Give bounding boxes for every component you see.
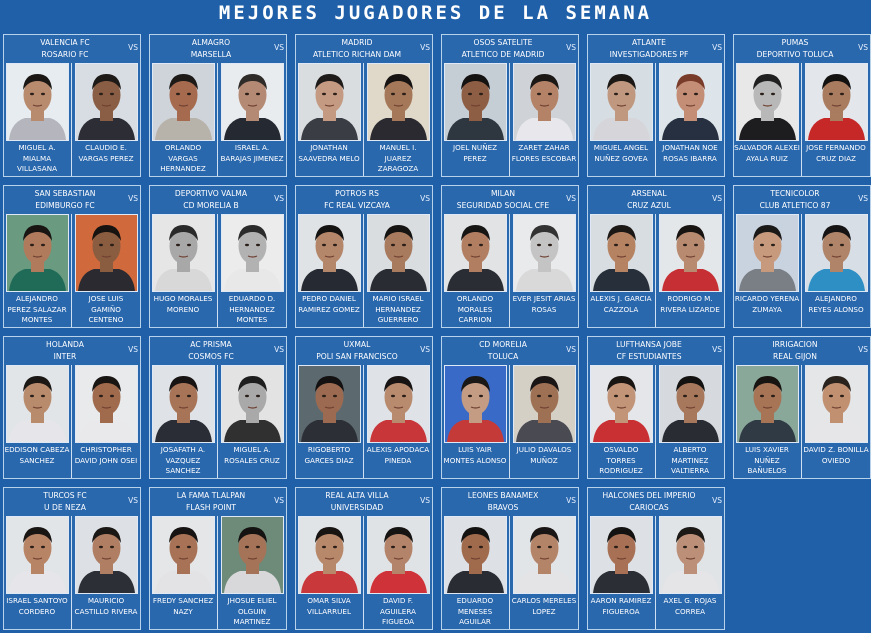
divider xyxy=(655,516,656,629)
player-photo[interactable] xyxy=(513,365,576,443)
player-name[interactable]: PEDRO DANIEL RAMIREZ GOMEZ xyxy=(298,294,360,314)
player-name[interactable]: JOSE FERNANDO CRUZ DIAZ xyxy=(806,143,866,163)
away-team: CRUZ AZUL xyxy=(627,201,671,210)
divider xyxy=(71,63,72,176)
away-team: CARIOCAS xyxy=(629,503,669,512)
player-photo[interactable] xyxy=(152,214,215,292)
away-team: INVESTIGADORES PF xyxy=(609,50,689,59)
away-team: COSMOS FC xyxy=(188,352,234,361)
player-photo[interactable] xyxy=(367,365,430,443)
match-header xyxy=(588,35,710,66)
home-team: UXMAL xyxy=(343,340,371,349)
player-photo[interactable] xyxy=(513,63,576,141)
home-team: DEPORTIVO VALMA xyxy=(174,189,248,198)
player-photo[interactable] xyxy=(75,516,138,594)
vs-label: VS xyxy=(712,496,722,505)
player-photo[interactable] xyxy=(6,214,69,292)
match-header xyxy=(4,186,126,217)
vs-label: VS xyxy=(712,194,722,203)
player-name[interactable]: EDUARDO D. HERNANDEZ MONTES xyxy=(228,294,276,324)
player-name[interactable]: EDUARDO MENESES AGUILAR xyxy=(456,596,494,626)
match-card[interactable] xyxy=(3,185,141,328)
divider xyxy=(509,214,510,327)
away-team: INTER xyxy=(53,352,77,361)
match-card[interactable] xyxy=(149,34,287,177)
vs-label: VS xyxy=(566,194,576,203)
player-name[interactable]: ALEXIS APODACA PINEDA xyxy=(366,445,430,465)
home-team: ATLANTE xyxy=(632,38,666,47)
divider xyxy=(655,365,656,478)
player-name[interactable]: OMAR SILVA VILLARRUEL xyxy=(307,596,351,616)
player-name[interactable]: OSVALDO TORRES RODRIGUEZ xyxy=(599,445,643,475)
player-name[interactable]: ALEJANDRO PEREZ SALAZAR MONTES xyxy=(7,294,67,324)
vs-label: VS xyxy=(128,496,138,505)
home-team: TURCOS FC xyxy=(43,491,87,500)
player-name[interactable]: JOEL NUÑEZ PEREZ xyxy=(452,143,498,163)
divider xyxy=(801,63,802,176)
away-team: ATLETICO DE MADRID xyxy=(461,50,545,59)
match-card[interactable] xyxy=(3,336,141,479)
home-team: CD MORELIA xyxy=(479,340,527,349)
player-photo[interactable] xyxy=(590,63,653,141)
player-name[interactable]: CLAUDIO E. VARGAS PEREZ xyxy=(78,143,134,163)
match-header xyxy=(4,35,126,66)
divider xyxy=(655,63,656,176)
player-name[interactable]: JONATHAN NOE ROSAS IBARRA xyxy=(662,143,718,163)
player-name[interactable]: AXEL G. ROJAS CORREA xyxy=(663,596,717,616)
player-name[interactable]: RODRIGO M. RIVERA LIZARDE xyxy=(660,294,720,314)
player-name[interactable]: ALEXIS J. GARCIA CAZZOLA xyxy=(590,294,652,314)
away-team: UNIVERSIDAD xyxy=(330,503,384,512)
player-photo[interactable] xyxy=(444,365,507,443)
away-team: CF ESTUDIANTES xyxy=(616,352,682,361)
divider xyxy=(363,365,364,478)
match-header xyxy=(296,186,418,217)
player-name[interactable]: FREDY SANCHEZ NAZY xyxy=(152,596,214,616)
divider xyxy=(71,365,72,478)
home-team: OSOS SATELITE xyxy=(473,38,533,47)
player-photo[interactable] xyxy=(805,63,868,141)
divider xyxy=(71,516,72,629)
away-team: FLASH POINT xyxy=(185,503,237,512)
player-photo[interactable] xyxy=(513,516,576,594)
player-name[interactable]: CHRISTOPHER DAVID JOHN OSEI xyxy=(74,445,138,465)
player-photo[interactable] xyxy=(659,365,722,443)
match-card[interactable] xyxy=(587,185,725,328)
player-name[interactable]: JOSE LUIS GAMIÑO CENTENO xyxy=(88,294,124,324)
vs-label: VS xyxy=(274,43,284,52)
home-team: PUMAS xyxy=(781,38,809,47)
divider xyxy=(509,63,510,176)
match-card[interactable] xyxy=(3,487,141,630)
vs-label: VS xyxy=(274,496,284,505)
player-photo[interactable] xyxy=(221,214,284,292)
player-name[interactable]: SALVADOR ALEXEI AYALA RUIZ xyxy=(734,143,800,163)
player-name[interactable]: JULIO DAVALOS MUÑOZ xyxy=(516,445,572,465)
player-photo[interactable] xyxy=(736,214,799,292)
match-card[interactable] xyxy=(733,185,871,328)
player-name[interactable]: EVER JESIT ARIAS ROSAS xyxy=(512,294,576,314)
player-photo[interactable] xyxy=(298,63,361,141)
vs-label: VS xyxy=(128,345,138,354)
divider xyxy=(363,516,364,629)
page-title: MEJORES JUGADORES DE LA SEMANA xyxy=(218,2,653,24)
match-header xyxy=(296,35,418,66)
home-team: AC PRISMA xyxy=(190,340,232,349)
match-header xyxy=(4,488,126,519)
home-team: POTROS RS xyxy=(335,189,379,198)
player-name[interactable]: MIGUEL A. MIALMA VILLASANA xyxy=(16,143,58,173)
away-team: DEPORTIVO TOLUCA xyxy=(756,50,834,59)
match-header xyxy=(442,337,564,368)
player-photo[interactable] xyxy=(367,63,430,141)
player-photo[interactable] xyxy=(736,365,799,443)
match-header xyxy=(734,337,856,368)
match-header xyxy=(296,337,418,368)
vs-label: VS xyxy=(128,43,138,52)
away-team: ROSARIO FC xyxy=(41,50,89,59)
match-card[interactable] xyxy=(733,336,871,479)
home-team: MADRID xyxy=(341,38,373,47)
vs-label: VS xyxy=(858,194,868,203)
match-header xyxy=(150,186,272,217)
home-team: HALCONES DEL IMPERIO xyxy=(602,491,696,500)
home-team: ALMAGRO xyxy=(191,38,231,47)
match-header xyxy=(442,488,564,519)
vs-label: VS xyxy=(858,43,868,52)
vs-label: VS xyxy=(420,194,430,203)
player-name[interactable]: ZARET ZAHAR FLORES ESCOBAR xyxy=(511,143,577,163)
player-photo[interactable] xyxy=(152,516,215,594)
player-name[interactable]: MIGUEL ANGEL NUÑEZ GOVEA xyxy=(593,143,649,163)
vs-label: VS xyxy=(128,194,138,203)
vs-label: VS xyxy=(274,345,284,354)
home-team: HOLANDA xyxy=(46,340,84,349)
match-header xyxy=(734,186,856,217)
player-photo[interactable] xyxy=(152,63,215,141)
away-team: EDIMBURGO FC xyxy=(35,201,95,210)
match-header xyxy=(296,488,418,519)
player-photo[interactable] xyxy=(805,214,868,292)
home-team: VALENCIA FC xyxy=(40,38,90,47)
player-photo[interactable] xyxy=(444,63,507,141)
match-header xyxy=(734,35,856,66)
player-photo[interactable] xyxy=(590,516,653,594)
divider xyxy=(217,63,218,176)
player-name[interactable]: RIGOBERTO GARCES DIAZ xyxy=(304,445,354,465)
player-name[interactable]: MARIO ISRAEL HERNANDEZ GUERRERO xyxy=(372,294,424,324)
vs-label: VS xyxy=(858,345,868,354)
home-team: LUFTHANSA JOBE xyxy=(616,340,682,349)
match-card[interactable] xyxy=(3,34,141,177)
away-team: SEGURIDAD SOCIAL CFE xyxy=(456,201,550,210)
player-name[interactable]: JHOSUE ELIEL OLGUIN MARTINEZ xyxy=(227,596,277,626)
vs-label: VS xyxy=(712,345,722,354)
match-card[interactable] xyxy=(295,34,433,177)
player-photo[interactable] xyxy=(221,63,284,141)
player-name[interactable]: LUIS XAVIER NUÑEZ BAÑUELOS xyxy=(745,445,789,475)
divider xyxy=(217,365,218,478)
player-name[interactable]: HUGO MORALES MORENO xyxy=(153,294,213,314)
home-team: TECNICOLOR xyxy=(770,189,820,198)
away-team: REAL GIJON xyxy=(773,352,817,361)
match-card[interactable] xyxy=(295,336,433,479)
player-name[interactable]: JOSAFATH A. VAZQUEZ SANCHEZ xyxy=(160,445,206,475)
player-photo[interactable] xyxy=(221,365,284,443)
player-name[interactable]: MAURICIO CASTILLO RIVERA xyxy=(74,596,138,616)
home-team: IRRIGACION xyxy=(772,340,818,349)
player-name[interactable]: LUIS YAIR MONTES ALONSO xyxy=(443,445,507,465)
match-card[interactable] xyxy=(441,487,579,630)
match-card[interactable] xyxy=(149,336,287,479)
player-name[interactable]: DAVID F. AGUILERA FIGUEOA xyxy=(380,596,416,626)
match-header xyxy=(442,186,564,217)
player-photo[interactable] xyxy=(75,63,138,141)
divider xyxy=(801,365,802,478)
player-name[interactable]: ORLANDO MORALES CARRION xyxy=(456,294,494,324)
match-header xyxy=(150,35,272,66)
match-card[interactable] xyxy=(149,185,287,328)
home-team: REAL ALTA VILLA xyxy=(325,491,389,500)
match-card[interactable] xyxy=(441,336,579,479)
vs-label: VS xyxy=(566,496,576,505)
divider xyxy=(655,214,656,327)
away-team: CLUB ATLETICO 87 xyxy=(759,201,831,210)
vs-label: VS xyxy=(420,345,430,354)
away-team: CD MORELIA B xyxy=(183,201,239,210)
player-photo[interactable] xyxy=(152,365,215,443)
player-name[interactable]: ISRAEL SANTOYO CORDERO xyxy=(6,596,68,616)
home-team: MILAN xyxy=(490,189,516,198)
player-name[interactable]: JONATHAN SAAVEDRA MELO xyxy=(298,143,360,163)
player-photo[interactable] xyxy=(590,214,653,292)
divider xyxy=(363,214,364,327)
match-card[interactable] xyxy=(587,487,725,630)
match-card[interactable] xyxy=(733,34,871,177)
home-team: SAN SEBASTIAN xyxy=(34,189,96,198)
match-header xyxy=(588,488,710,519)
player-photo[interactable] xyxy=(221,516,284,594)
player-photo[interactable] xyxy=(6,516,69,594)
home-team: LEONES BANAMEX xyxy=(467,491,539,500)
player-photo[interactable] xyxy=(659,63,722,141)
player-name[interactable]: DAVID Z. BONILLA OVIEDO xyxy=(803,445,869,465)
player-photo[interactable] xyxy=(444,516,507,594)
player-photo[interactable] xyxy=(805,365,868,443)
away-team: FC REAL VIZCAYA xyxy=(324,201,390,210)
vs-label: VS xyxy=(712,43,722,52)
player-photo[interactable] xyxy=(736,63,799,141)
player-name[interactable]: EDDISON CABEZA SANCHEZ xyxy=(4,445,70,465)
player-photo[interactable] xyxy=(298,516,361,594)
away-team: U DE NEZA xyxy=(44,503,86,512)
player-photo[interactable] xyxy=(298,365,361,443)
away-team: POLI SAN FRANCISCO xyxy=(316,352,398,361)
home-team: ARSENAL xyxy=(631,189,667,198)
player-photo[interactable] xyxy=(75,214,138,292)
match-header xyxy=(4,337,126,368)
divider xyxy=(801,214,802,327)
player-photo[interactable] xyxy=(6,63,69,141)
home-team: LA FAMA TLALPAN xyxy=(176,491,246,500)
vs-label: VS xyxy=(566,43,576,52)
match-card[interactable] xyxy=(587,34,725,177)
match-card[interactable] xyxy=(295,185,433,328)
player-photo[interactable] xyxy=(367,214,430,292)
player-photo[interactable] xyxy=(298,214,361,292)
player-photo[interactable] xyxy=(6,365,69,443)
player-photo[interactable] xyxy=(590,365,653,443)
away-team: BRAVOS xyxy=(487,503,519,512)
match-header xyxy=(150,337,272,368)
match-card[interactable] xyxy=(441,185,579,328)
divider xyxy=(363,63,364,176)
vs-label: VS xyxy=(420,43,430,52)
player-name[interactable]: AARON RAMIREZ FIGUEROA xyxy=(590,596,652,616)
player-name[interactable]: ISRAEL A. BARAJAS JIMENEZ xyxy=(220,143,284,163)
match-card[interactable] xyxy=(587,336,725,479)
player-photo[interactable] xyxy=(367,516,430,594)
match-header xyxy=(588,186,710,217)
away-team: MARSELLA xyxy=(190,50,232,59)
player-name[interactable]: RICARDO YERENA ZUMAYA xyxy=(734,294,800,314)
player-photo[interactable] xyxy=(513,214,576,292)
away-team: TOLUCA xyxy=(487,352,519,361)
divider xyxy=(217,516,218,629)
player-photo[interactable] xyxy=(659,214,722,292)
player-name[interactable]: ALBERTO MARTINEZ VALTIERRA xyxy=(670,445,710,475)
player-name[interactable]: MIGUEL A. ROSALES CRUZ xyxy=(224,445,280,465)
player-photo[interactable] xyxy=(75,365,138,443)
match-card[interactable] xyxy=(149,487,287,630)
match-header xyxy=(442,35,564,66)
vs-label: VS xyxy=(274,194,284,203)
player-name[interactable]: ORLANDO VARGAS HERNANDEZ xyxy=(160,143,206,173)
vs-label: VS xyxy=(566,345,576,354)
match-header xyxy=(588,337,710,368)
player-photo[interactable] xyxy=(659,516,722,594)
player-name[interactable]: MANUEL I. JUAREZ ZARAGOZA xyxy=(377,143,419,173)
player-name[interactable]: ALEJANDRO REYES ALONSO xyxy=(808,294,864,314)
divider xyxy=(509,365,510,478)
player-name[interactable]: CARLOS MERELES LOPEZ xyxy=(511,596,577,616)
match-header xyxy=(150,488,272,519)
divider xyxy=(71,214,72,327)
match-card[interactable] xyxy=(295,487,433,630)
away-team: ATLETICO RICHAN DAM xyxy=(312,50,402,59)
match-card[interactable] xyxy=(441,34,579,177)
vs-label: VS xyxy=(420,496,430,505)
divider xyxy=(217,214,218,327)
player-photo[interactable] xyxy=(444,214,507,292)
divider xyxy=(509,516,510,629)
